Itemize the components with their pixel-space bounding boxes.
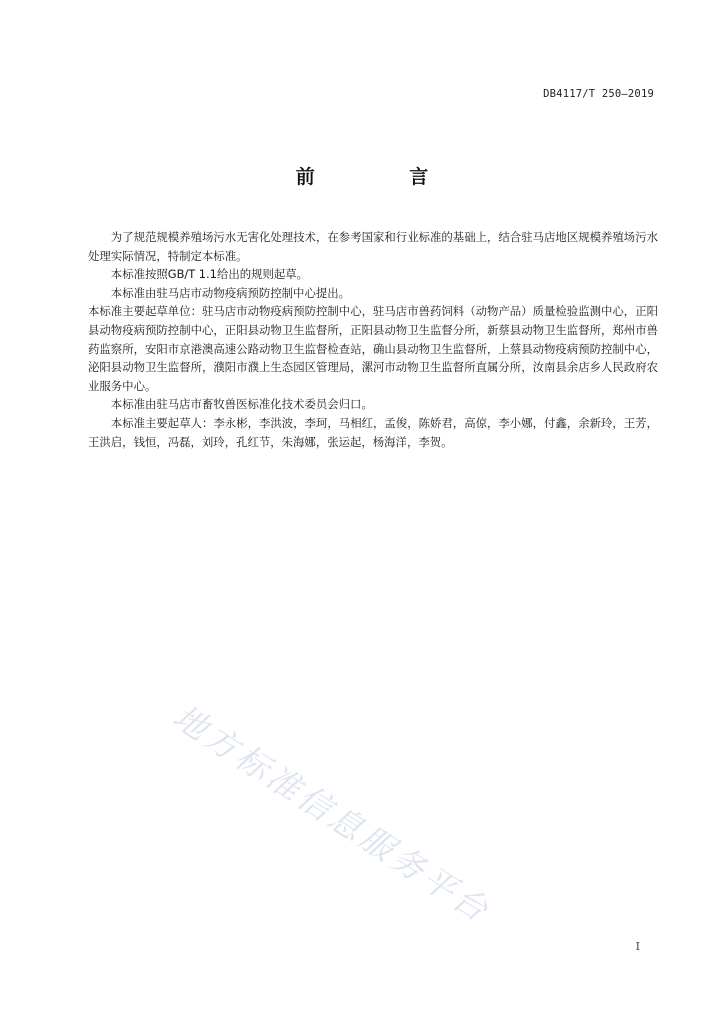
foreword-body (88, 228, 658, 451)
paragraph-drafting-rules: 本标准按照GB/T 1.1给出的规则起草。 (110, 267, 309, 282)
document-code: DB4117/T 250—2019 (543, 88, 654, 100)
paragraph-purpose: 为了规范规模养殖场污水无害化处理技术，在参考国家和行业标准的基础上，结合驻马店地区规模养殖场污水处理实际情况，特制定本标准。 (88, 230, 658, 263)
watermark-text: 地方标准信息服务平台 (166, 696, 498, 932)
paragraph-drafters: 本标准主要起草人：李永彬，李洪波，李珂，马相红，孟俊，陈娇君，高倞，李小娜，付鑫，余新玲，王芳，王洪启，钱恒，冯磊，刘玲，孔红节，朱海娜，张运起，杨海洋，李贺。 (88, 415, 658, 449)
page-number: I (635, 940, 640, 953)
paragraph-drafting-units: 本标准主要起草单位：驻马店市动物疫病预防控制中心，驻马店市兽药饲料（动物产品）质量检验监测中心，正阳县动物疫病预防控制中心，正阳县动物卫生监督所，正阳县动物卫生监督分所，新蔡县动物卫生监督所，郑州市兽药监察所，安阳市京港澳高速公路动物卫生监督检查站，确山县动物卫生监督所，上蔡县动物疫病预防控制中心，泌阳县动物卫生监督所，濮阳市濮上生态园区管理局，漯河市动物卫生监督所直属分所，汝南县余店乡人民政府农业服务中心。 (88, 304, 658, 393)
paragraph-proposer: 本标准由驻马店市动物疫病预防控制中心提出。 (110, 285, 351, 300)
paragraph-committee: 本标准由驻马店市畜牧兽医标准化技术委员会归口。 (110, 397, 373, 412)
page-title: 前 言 (295, 166, 473, 188)
